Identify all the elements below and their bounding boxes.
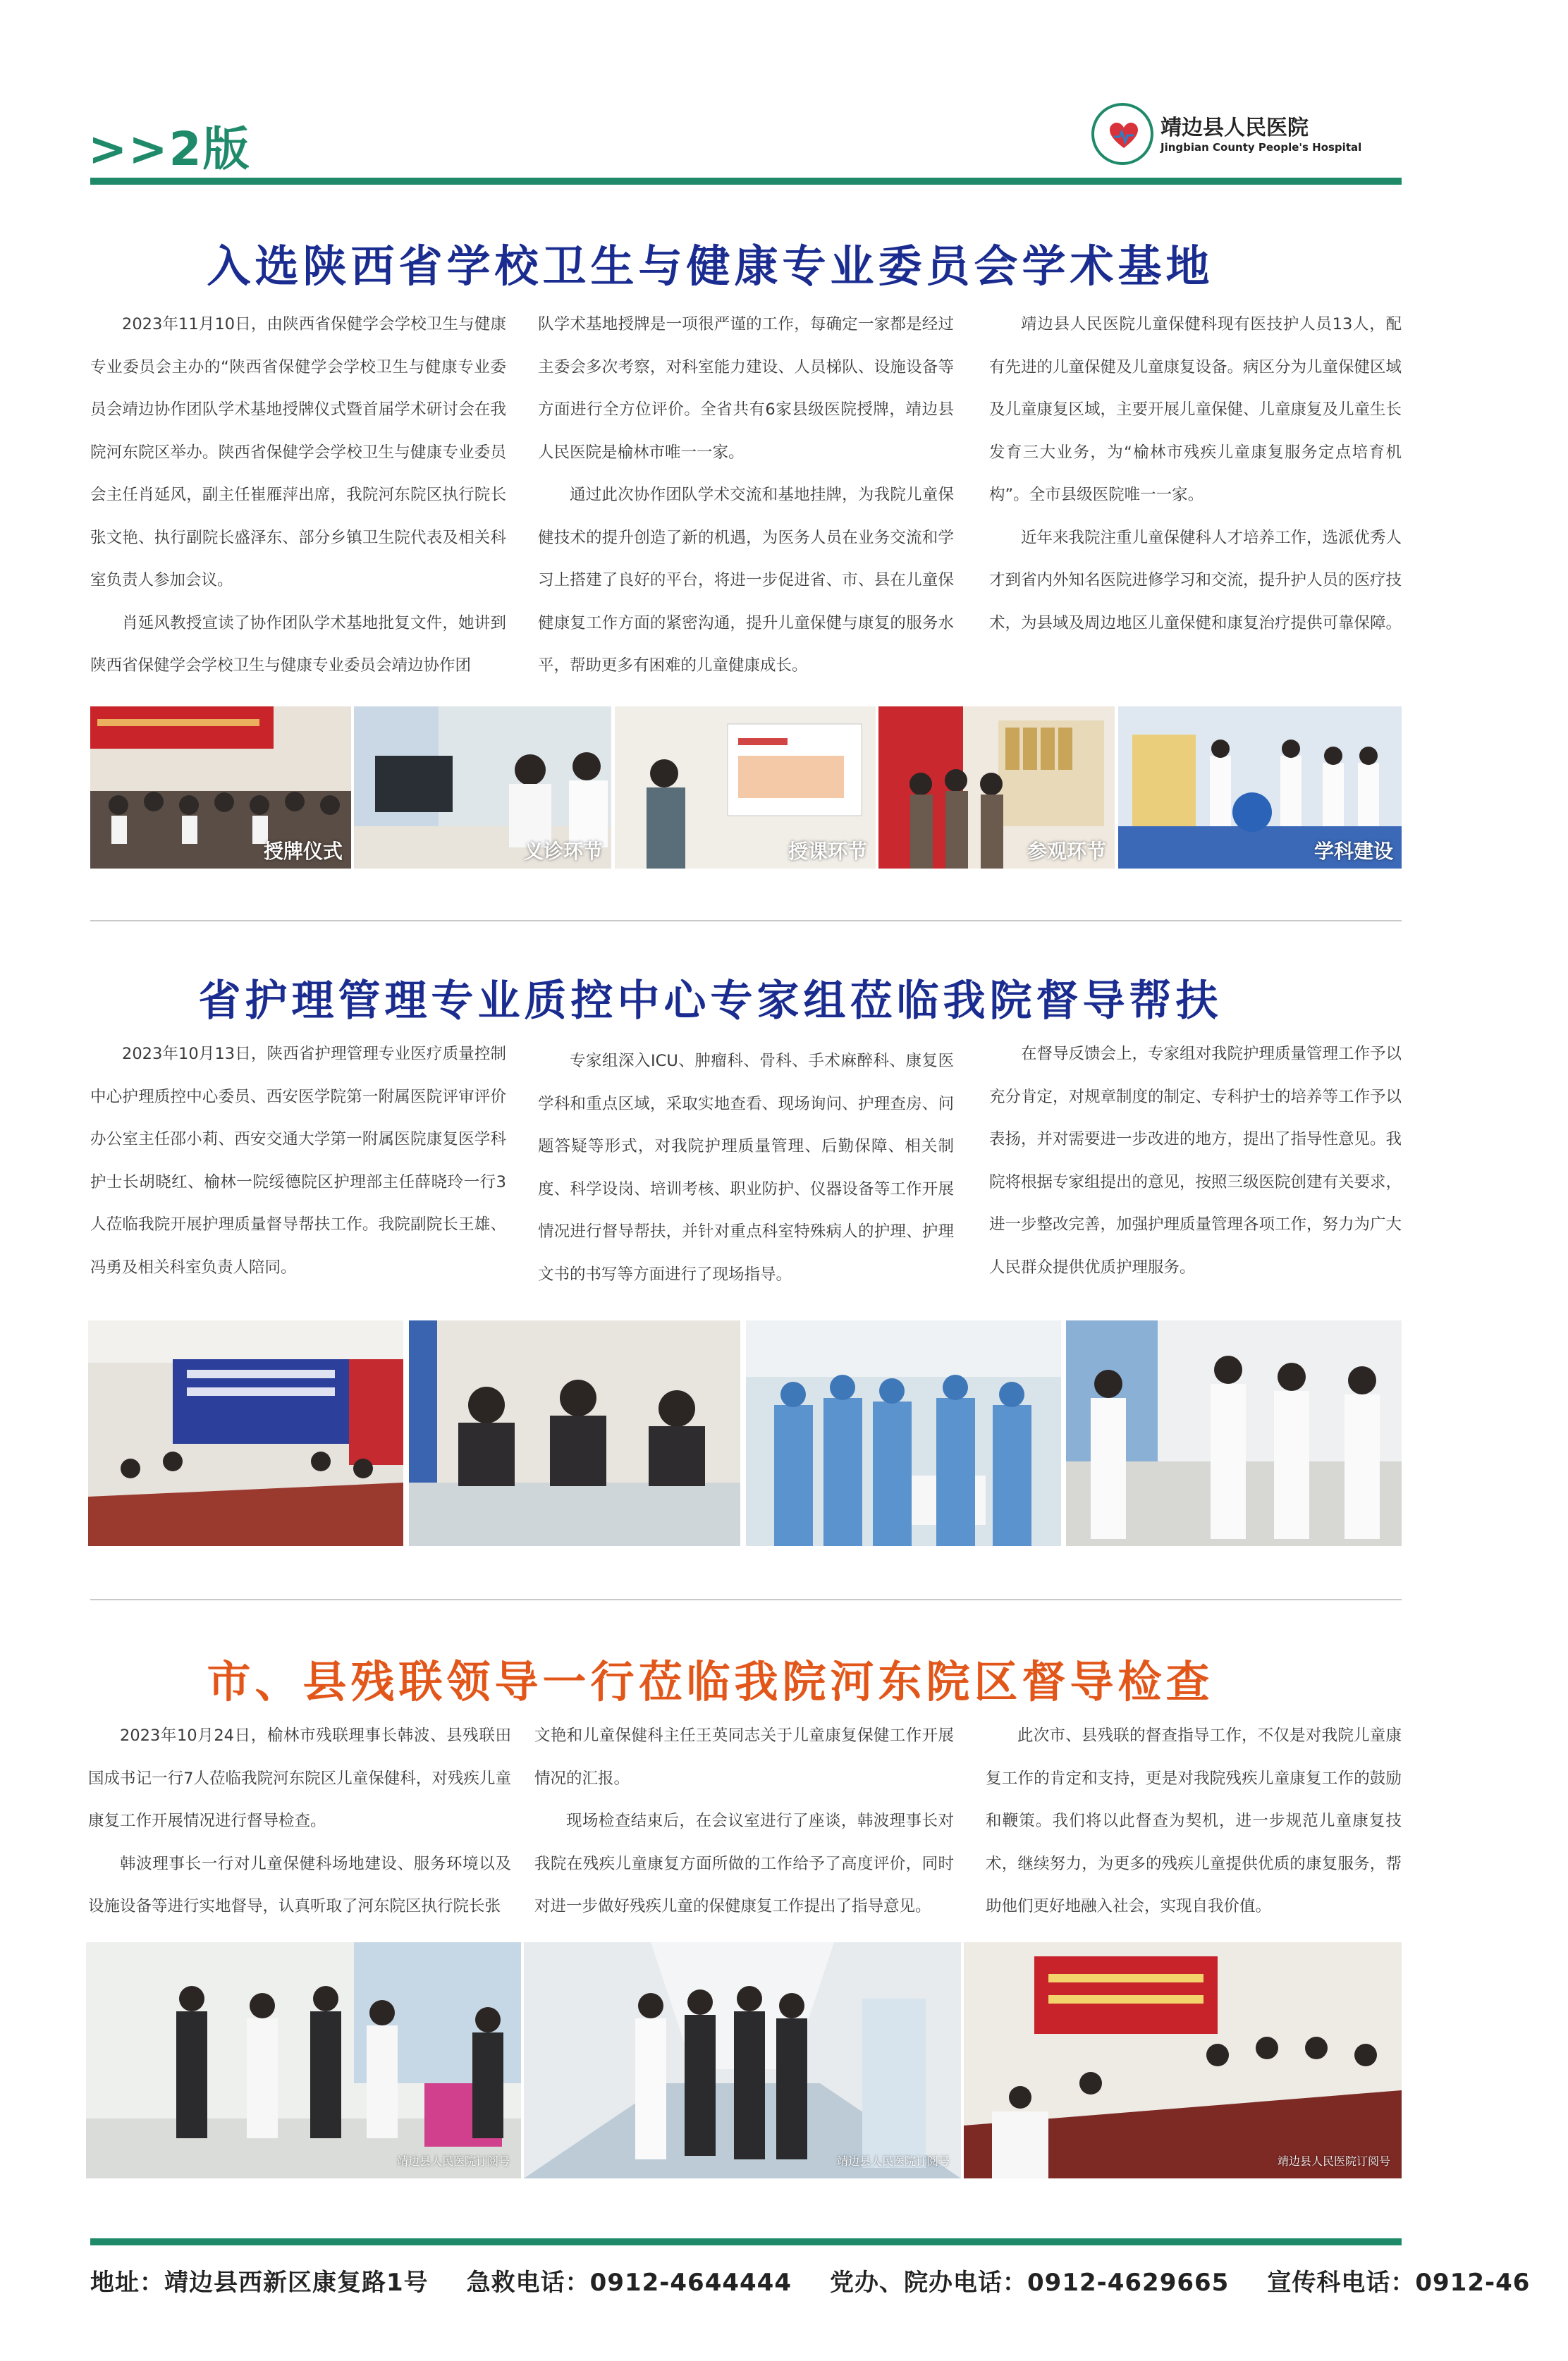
section-divider — [90, 1599, 1402, 1600]
logo-emblem-icon — [1091, 103, 1153, 165]
article3-title: 市、县残联领导一行莅临我院河东院区督导检查 — [207, 1656, 1214, 1707]
article3-col2 — [534, 1715, 954, 1928]
photo-free-clinic — [354, 706, 611, 869]
article2-col1 — [90, 1033, 506, 1289]
paragraph: 在督导反馈会上，专家组对我院护理质量管理工作予以充分肯定，对规章制度的制定、专科护士的培养等工作予以表扬，并对需要进一步改进的地方，提出了指导性意见。我院将根据专家组提出的意见，按照三级医院创建有关要求，进一步整改完善，加强护理质量管理各项工作，努力为广大人民群众提供优质护理服务。 — [989, 1045, 1402, 1277]
footer-emergency-phone: 急救电话：0912-4644444 — [466, 2269, 792, 2297]
logo-english-name: Jingbian County People's Hospital — [1160, 141, 1362, 154]
top-rule — [90, 178, 1402, 185]
photo-discipline — [1118, 706, 1402, 869]
section-divider — [90, 920, 1402, 921]
photo-caption: 授课环节 — [788, 840, 867, 863]
paragraph: 2023年10月24日，榆林市残联理事长韩波、县残联田国成书记一行7人莅临我院河东院区儿童保健科，对残疾儿童康复工作开展情况进行督导检查。 — [88, 1727, 511, 1830]
photo-rehab-room — [86, 1942, 521, 2178]
photo-caption: 参观环节 — [1027, 840, 1106, 863]
photo-watermark: 靖边县人民医院订阅号 — [396, 2154, 510, 2168]
photo-watermark: 靖边县人民医院订阅号 — [1277, 2154, 1390, 2168]
paragraph: 文艳和儿童保健科主任王英同志关于儿童康复保健工作开展情况的汇报。 — [534, 1727, 954, 1788]
article3-col3 — [986, 1715, 1402, 1928]
photo-award-ceremony — [90, 706, 351, 869]
paragraph: 现场检查结束后，在会议室进行了座谈，韩波理事长对我院在残疾儿童康复方面所做的工作给予了高度评价，同时对进一步做好残疾儿童的保健康复工作提出了指导意见。 — [534, 1812, 954, 1915]
footer-address: 地址：靖边县西新区康复路1号 — [90, 2269, 429, 2297]
paragraph: 2023年10月13日，陕西省护理管理专业医疗质量控制中心护理质控中心委员、西安医学院第一附属医院评审评价办公室主任邵小莉、西安交通大学第一附属医院康复医学科护士长胡晓红、榆林一院绥德院区护理部主任薛晓玲一行3人莅临我院开展护理质量督导帮扶工作。我院副院长王雄、冯勇及相关科室负责人陪同。 — [90, 1045, 506, 1277]
article1-title: 入选陕西省学校卫生与健康专业委员会学术基地 — [207, 240, 1214, 292]
logo-chinese-name: 靖边县人民医院 — [1160, 116, 1309, 140]
article2-col2 — [538, 1040, 954, 1296]
article1-col1 — [90, 303, 506, 687]
footer-publicity-phone: 宣传科电话：0912-46 — [1267, 2269, 1531, 2297]
paragraph: 通过此次协作团队学术交流和基地挂牌，为我院儿童保健技术的提升创造了新的机遇，为医务人员在业务交流和学习上搭建了良好的平台，将进一步促进省、市、县在儿童保健康复工作方面的紧密沟通，提升儿童保健与康复的服务水平，帮助更多有困难的儿童健康成长。 — [538, 486, 954, 675]
paragraph: 近年来我院注重儿童保健科人才培养工作，选派优秀人才到省内外知名医院进修学习和交流，提升护人员的医疗技术，为县域及周边地区儿童保健和康复治疗提供可靠保障。 — [989, 528, 1402, 632]
article3-col1 — [88, 1715, 511, 1928]
paragraph: 此次市、县残联的督查指导工作，不仅是对我院儿童康复工作的肯定和支持，更是对我院残疾儿童康复工作的鼓励和鞭策。我们将以此督查为契机，进一步规范儿童康复技术，继续努力，为更多的残疾儿童提供优质的康复服务，帮助他们更好地融入社会，实现自我价值。 — [986, 1727, 1402, 1915]
paragraph: 专家组深入ICU、肿瘤科、骨科、手术麻醉科、康复医学科和重点区域，采取实地查看、现场询问、护理查房、问题答疑等形式，对我院护理质量管理、后勤保障、相关制度、科学设岗、培训考核、职业防护、仪器设备等工作开展情况进行督导帮扶，并针对重点科室特殊病人的护理、护理文书的书写等方面进行了现场指导。 — [538, 1052, 954, 1284]
paragraph: 队学术基地授牌是一项很严谨的工作，每确定一家都是经过主委会多次考察，对科室能力建设、人员梯队、设施设备等方面进行全方位评价。全省共有6家县级医院授牌，靖边县人民医院是榆林市唯一一家。 — [538, 315, 954, 462]
paragraph: 2023年11月10日，由陕西省保健学会学校卫生与健康专业委员会主办的“陕西省保健学会学校卫生与健康专业委员会靖边协作团队学术基地授牌仪式暨首届学术研讨会在我院河东院区举办。陕西省保健学会学校卫生与健康专业委员会主任肖延风，副主任崔雁萍出席，我院河东院区执行院长张文艳、执行副院长盛泽东、部分乡镇卫生院代表及相关科室负责人参加会议。 — [90, 315, 506, 589]
hospital-logo — [1091, 100, 1362, 171]
paragraph: 肖延风教授宣读了协作团队学术基地批复文件，她讲到陕西省保健学会学校卫生与健康专业委员会靖边协作团 — [90, 613, 506, 675]
footer-contacts — [90, 2263, 1568, 2298]
photo-feedback-meeting — [88, 1320, 403, 1546]
photo-icu-inspection — [746, 1320, 1061, 1546]
photo-visit — [878, 706, 1115, 869]
edition-label: >>2版 — [88, 122, 251, 176]
photo-experts-seated — [409, 1320, 740, 1546]
article1-col3 — [989, 303, 1402, 644]
article2-title: 省护理管理专业质控中心专家组莅临我院督导帮扶 — [198, 976, 1223, 1026]
photo-watermark: 靖边县人民医院订阅号 — [836, 2154, 950, 2168]
photo-corridor — [524, 1942, 961, 2178]
photo-lecture — [615, 706, 876, 869]
photo-symposium — [964, 1942, 1402, 2178]
photo-caption: 授牌仪式 — [263, 840, 343, 863]
photo-caption: 学科建设 — [1313, 840, 1393, 863]
photo-caption: 义诊环节 — [523, 840, 603, 863]
article1-col2 — [538, 303, 954, 687]
photo-ward-inspection — [1066, 1320, 1402, 1546]
article2-col3 — [989, 1033, 1402, 1289]
footer-office-phone: 党办、院办电话：0912-4629665 — [830, 2269, 1230, 2297]
bottom-rule — [90, 2238, 1402, 2245]
paragraph: 靖边县人民医院儿童保健科现有医技护人员13人，配有先进的儿童保健及儿童康复设备。病区分为儿童保健区域及儿童康复区域，主要开展儿童保健、儿童康复及儿童生长发育三大业务，为“榆林市残疾儿童康复服务定点培育机构”。全市县级医院唯一一家。 — [989, 315, 1402, 504]
paragraph: 韩波理事长一行对儿童保健科场地建设、服务环境以及设施设备等进行实地督导，认真听取了河东院区执行院长张 — [88, 1854, 511, 1915]
